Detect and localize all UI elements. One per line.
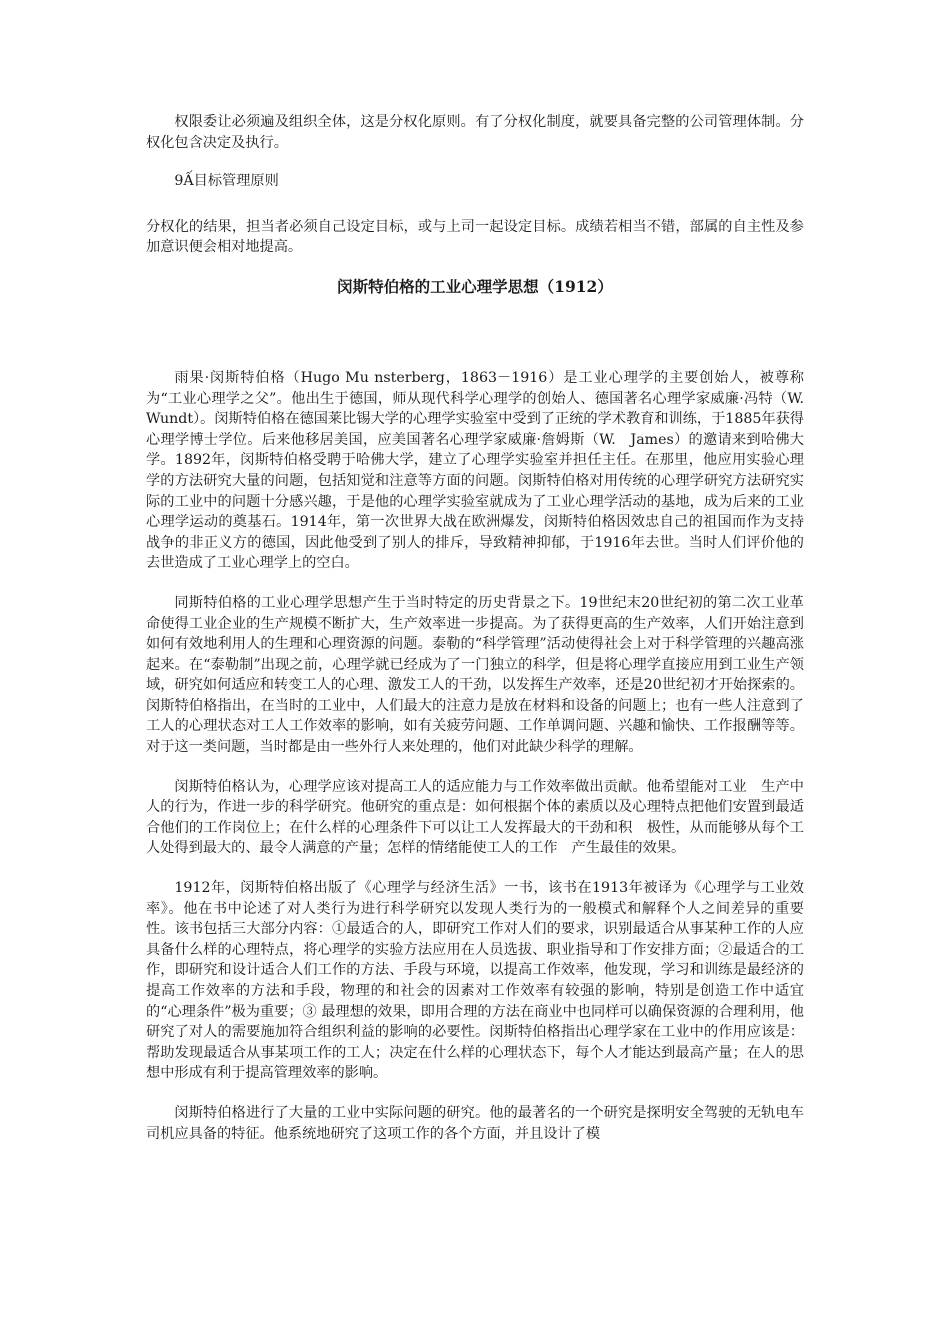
body-paragraph-1: 雨果·闵斯特伯格（Hugo Mu nsterberg，1863－1916）是工业心理学的主要创始人，被尊称为“工业心理学之父”。他出生于德国，师从现代科学心理学的创始人、德国著名心理学家威廉·冯特（W. Wundt）。闵斯特伯格在德国莱比锡大学的心理学实验室中受到了正统的学术教育和训练，于1885年获得心理学博士学位。后来他移居美国，应美国著名心理学家威廉·詹姆斯（W. James）的邀请来到哈佛大学。1892年，闵斯特伯格受聘于哈佛大学，建立了心理学实验室并担任主任。在那里，他应用实验心理学的方法研究大量的问题，包括知觉和注意等方面的问题。闵斯特伯格对用传统的心理学研究方法研究实际的工业中的问题十分感兴趣，于是他的心理学实验室就成为了工业心理学活动的基地，成为后来的工业心理学运动的奠基石。1914年，第一次世界大战在欧洲爆发，闵斯特伯格因效忠自己的祖国而作为支持战争的非正义方的德国，因此他受到了别人的排斥，导致精神抑郁，于1916年去世。当时人们评价他的去世造成了工业心理学上的空白。 — [146, 369, 819, 572]
body-paragraph-3: 闵斯特伯格认为，心理学应该对提高工人的适应能力与工作效率做出贡献。他希望能对工业 生产中人的行为，作进一步的科学研究。他研究的重点是：如何根据个体的素质以及心理特点把他们安置到最适合他们的工作岗位上；在什么样的心理条件下可以让工人发挥最大的干劲和积 极性，从而能够从每个工人处得到最大的、最令人满意的产量；怎样的情绪能使工人的工作 产生最佳的效果。 — [146, 778, 804, 857]
intro-paragraph-2: 分权化的结果，担当者必须自己设定目标，或与上司一起设定目标。成绩若相当不错，部属的自主性及参加意识便会相对地提高。 — [146, 218, 804, 256]
body-paragraph-5: 闵斯特伯格进行了大量的工业中实际问题的研究。他的最著名的一个研究是探明安全驾驶的无轨电车司机应具备的特征。他系统地研究了这项工作的各个方面，并且设计了模 — [146, 1104, 804, 1142]
intro-paragraph-1: 权限委让必须遍及组织全体，这是分权化原则。有了分权化制度，就要具备完整的公司管理体制。分权化包含决定及执行。 — [146, 114, 804, 151]
article-title: 闵斯特伯格的工业心理学思想（1912） — [337, 276, 613, 296]
body-paragraph-4: 1912年，闵斯特伯格出版了《心理学与经济生活》一书，该书在1913年被译为《心理学与工业效率》。他在书中论述了对人类行为进行科学研究以发现人类行为的一般模式和解释个人之间差异的重要性。该书包括三大部分内容：①最适合的人，即研究工作对人们的要求，识别最适合从事某种工作的人应具备什么样的心理特点，将心理学的实验方法应用在人员选拔、职业指导和丁作安排方面；②最适合的工作，即研究和设计适合人们工作的方法、手段与环境，以提高工作效率，他发现，学习和训练是最经济的提高工作效率的方法和手段，物理的和社会的因素对工作效率有较强的影响，特别是创造工作中适宜的“心理条件”极为重要；③ 最理想的效果，即用合理的方法在商业中也同样可以确保资源的合理利用，他研究了对人的需要施加符合组织利益的影响的必要性。闵斯特伯格指出心理学家在工业中的作用应该是：帮助发现最适合从事某项工作的工人；决定在什么样的心理状态下，每个人才能达到最高产量；在人的思想中形成有利于提高管理效率的影响。 — [146, 880, 804, 1082]
body-paragraph-2: 同斯特伯格的工业心理学思想产生于当时特定的历史背景之下。19世纪末20世纪初的第二次工业革命使得工业企业的生产规模不断扩大，生产效率进一步提高。为了获得更高的生产效率，人们开始注意到如何有效地利用人的生理和心理资源的问题。泰勒的“科学管理”活动使得社会上对于科学管理的兴趣高涨起来。在“泰勒制”出现之前，心理学就已经成为了一门独立的科学，但是将心理学直接应用到工业生产领域，研究如何适应和转变工人的心理、激发工人的干劲，以发挥生产效率，还是20世纪初才开始探索的。闵斯特伯格指出，在当时的工业中，人们最大的注意力是放在材料和设备的问题上；也有一些人注意到了工人的心理状态对工人工作效率的影响，如有关疲劳问题、工作单调问题、兴趣和愉快、工作报酬等等。对于这一类问题，当时都是由一些外行人来处理的，他们对此缺少科学的理解。 — [146, 594, 804, 756]
section-heading-goal-management: 9Ấ目标管理原则 — [174, 173, 279, 190]
document-page — [146, 112, 819, 1163]
